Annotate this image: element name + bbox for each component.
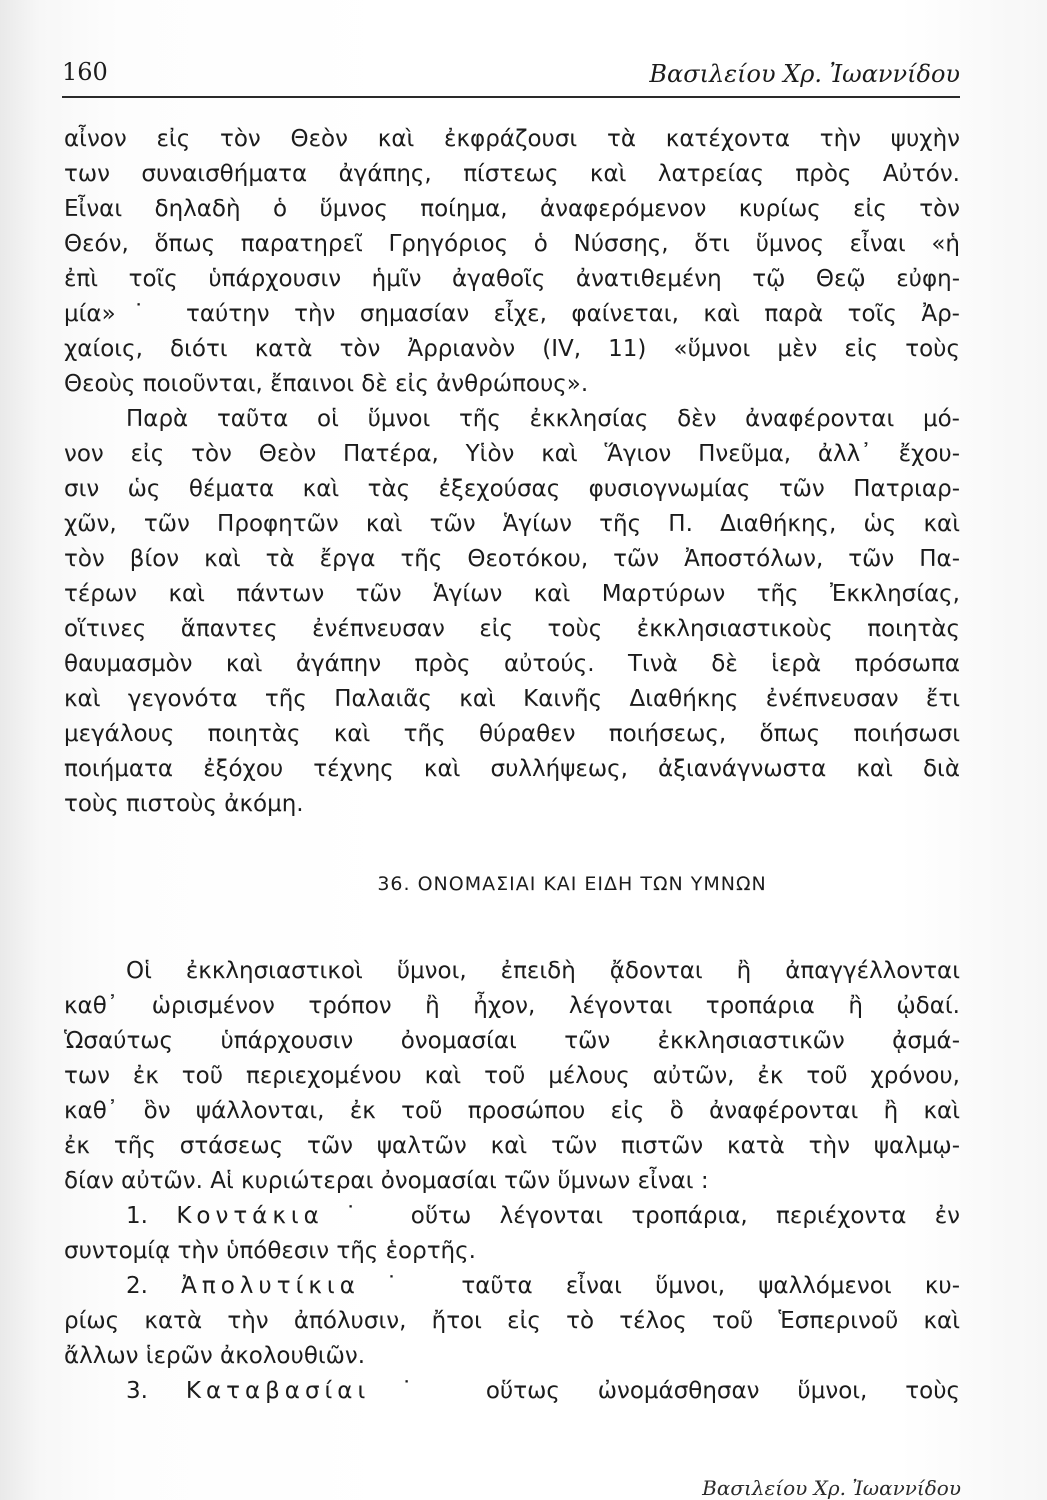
text-line: ποιήματα ἐξόχου τέχνης καὶ συλλήψεως, ἀξιανάγνωστα καὶ διὰ: [64, 756, 960, 782]
section-heading: 36. ΟΝΟΜΑΣΙΑΙ ΚΑΙ ΕΙΔΗ ΤΩΝ ΥΜΝΩΝ: [377, 873, 767, 895]
text-line: ἄλλων ἱερῶν ἀκολουθιῶν.: [64, 1343, 366, 1369]
text-line: ρίως κατὰ τὴν ἀπόλυσιν, ἤτοι εἰς τὸ τέλος τοῦ Ἑσπερινοῦ καὶ: [64, 1308, 960, 1334]
text-line: Παρὰ ταῦτα οἱ ὕμνοι τῆς ἐκκλησίας δὲν ἀναφέρονται μό-: [126, 406, 960, 432]
text-line: δίαν αὐτῶν. Αἱ κυριώτεραι ὀνομασίαι τῶν ὕμνων εἶναι :: [64, 1168, 709, 1194]
text-line: καθ᾽ ὡρισμένον τρόπον ἢ ἦχον, λέγονται τροπάρια ἢ ᾠδαί.: [64, 993, 960, 1019]
text-line: συντομίᾳ τὴν ὑπόθεσιν τῆς ἑορτῆς.: [64, 1238, 476, 1264]
text-line: νον εἰς τὸν Θεὸν Πατέρα, Υἱὸν καὶ Ἅγιον Πνεῦμα, ἀλλ᾽ ἔχου-: [64, 441, 960, 467]
list-item-apolytikia: [64, 1269, 960, 1374]
body-text: [64, 122, 960, 1409]
item-term: Ἀπολυτίκια˙: [181, 1273, 429, 1299]
text-line: τοὺς πιστοὺς ἀκόμη.: [64, 791, 304, 817]
page-number: 160: [62, 58, 108, 86]
text-line: καὶ γεγονότα τῆς Παλαιᾶς καὶ Καινῆς Διαθήκης ἐνέπνευσαν ἔτι: [64, 686, 960, 712]
text-line: μία»˙ ταύτην τὴν σημασίαν εἶχε, φαίνεται, καὶ παρὰ τοῖς Ἀρ-: [64, 301, 960, 327]
text-line: [64, 1269, 960, 1304]
item-number: 3.: [126, 1378, 148, 1404]
text-line: Εἶναι δηλαδὴ ὁ ὕμνος ποίημα, ἀναφερόμενον κυρίως εἰς τὸν: [64, 196, 960, 222]
text-line: τέρων καὶ πάντων τῶν Ἁγίων καὶ Μαρτύρων τῆς Ἐκκλησίας,: [64, 581, 960, 607]
text-line: Θεόν, ὅπως παρατηρεῖ Γρηγόριος ὁ Νύσσης, ὅτι ὕμνος εἶναι «ἡ: [64, 231, 960, 257]
text-line: χαίοις, διότι κατὰ τὸν Ἀρριανὸν (IV, 11) «ὕμνοι μὲν εἰς τοὺς: [64, 336, 960, 362]
text-line: [64, 1374, 960, 1409]
item-number: 1.: [126, 1203, 148, 1229]
item-text: οὕτως ὠνομάσθησαν ὕμνοι, τοὺς: [485, 1378, 960, 1404]
text-line: τὸν βίον καὶ τὰ ἔργα τῆς Θεοτόκου, τῶν Ἀποστόλων, τῶν Πα-: [64, 546, 960, 572]
text-line: σιν ὡς θέματα καὶ τὰς ἐξεχούσας φυσιογνωμίας τῶν Πατριαρ-: [64, 476, 960, 502]
paragraph-2: [64, 402, 960, 822]
item-term: Καταβασίαι˙: [185, 1378, 448, 1404]
list-item-katavasiai: [64, 1374, 960, 1409]
item-text: ταῦτα εἶναι ὕμνοι, ψαλλόμενοι κυ-: [461, 1273, 960, 1299]
running-head-author: Βασιλείου Χρ. Ἰωαννίδου: [649, 60, 960, 88]
text-line: χῶν, τῶν Προφητῶν καὶ τῶν Ἁγίων τῆς Π. Διαθήκης, ὡς καὶ: [64, 511, 960, 537]
text-line: οἵτινες ἅπαντες ἐνέπνευσαν εἰς τοὺς ἐκκλησιαστικοὺς ποιητὰς: [64, 616, 960, 642]
text-line: ἐκ τῆς στάσεως τῶν ψαλτῶν καὶ τῶν πιστῶν κατὰ τὴν ψαλμῳ-: [64, 1133, 960, 1159]
text-line: Ὡσαύτως ὑπάρχουσιν ὀνομασίαι τῶν ἐκκλησιαστικῶν ᾀσμά-: [64, 1028, 960, 1054]
item-text: οὕτω λέγονται τροπάρια, περιέχοντα ἐν: [410, 1203, 960, 1229]
text-line: των ἐκ τοῦ περιεχομένου καὶ τοῦ μέλους αὐτῶν, ἐκ τοῦ χρόνου,: [64, 1063, 960, 1089]
text-line: μεγάλους ποιητὰς καὶ τῆς θύραθεν ποιήσεως, ὅπως ποιήσωσι: [64, 721, 960, 747]
text-line: καθ᾽ ὃν ψάλλονται, ἐκ τοῦ προσώπου εἰς ὃ ἀναφέρονται ἢ καὶ: [64, 1098, 960, 1124]
text-line: αἶνον εἰς τὸν Θεὸν καὶ ἐκφράζουσι τὰ κατέχοντα τὴν ψυχὴν: [64, 126, 960, 152]
running-head: [62, 58, 960, 98]
text-line: θαυμασμὸν καὶ ἀγάπην πρὸς αὐτούς. Τινὰ δὲ ἱερὰ πρόσωπα: [64, 651, 960, 677]
text-line: Θεοὺς ποιοῦνται, ἔπαινοι δὲ εἰς ἀνθρώπους».: [64, 371, 589, 397]
footer-signature: Βασιλείου Χρ. Ἰωαννίδου: [702, 1476, 961, 1500]
item-number: 2.: [126, 1273, 148, 1299]
paragraph-1: [64, 122, 960, 402]
paragraph-3: [64, 954, 960, 1199]
item-term: Κοντάκια˙: [176, 1203, 383, 1229]
text-line: Οἱ ἐκκλησιαστικοὶ ὕμνοι, ἐπειδὴ ᾄδονται ἢ ἀπαγγέλλονται: [126, 958, 960, 984]
text-line: [64, 1199, 960, 1234]
list-item-kontakia: [64, 1199, 960, 1269]
text-line: των συναισθήματα ἀγάπης, πίστεως καὶ λατρείας πρὸς Αὐτόν.: [64, 161, 960, 187]
text-line: ἐπὶ τοῖς ὑπάρχουσιν ἡμῖν ἀγαθοῖς ἀνατιθεμένη τῷ Θεῷ εὐφη-: [64, 266, 960, 292]
